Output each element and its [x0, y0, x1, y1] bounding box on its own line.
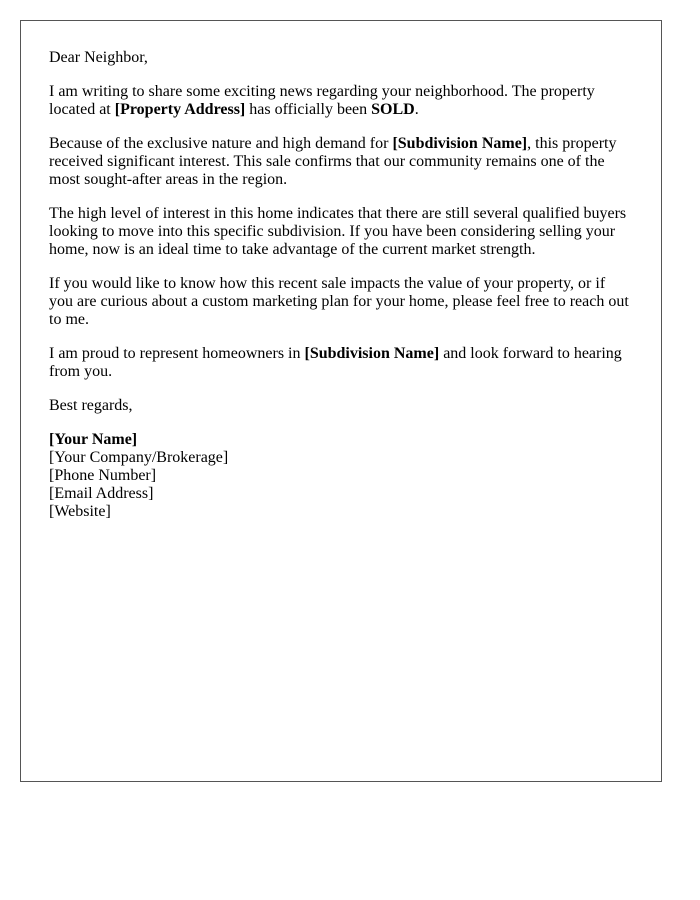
letter	[20, 20, 662, 782]
paragraph-buyers: The high level of interest in this home indicates that there are still several qualified buyers looking to move into this specific subdivision. If you have been considering selling your home, now is an ideal time to take advantage of the current market strength.	[49, 205, 627, 258]
signature-block	[49, 431, 633, 521]
subdivision-name-placeholder: [Subdivision Name]	[304, 345, 440, 362]
signature-email: [Email Address]	[49, 485, 154, 502]
text: has officially been	[245, 101, 372, 118]
paragraph-demand	[49, 135, 633, 189]
signature-company: [Your Company/Brokerage]	[49, 449, 229, 466]
text: , this property received significant interest. This sale confirms that our community remains one of the most sought-after areas in the region.	[49, 135, 617, 188]
greeting: Dear Neighbor,	[49, 49, 148, 66]
subdivision-name-placeholder: [Subdivision Name]	[392, 135, 528, 152]
text: I am proud to represent homeowners in	[49, 345, 305, 362]
sold-emphasis: SOLD	[371, 101, 415, 118]
text: Because of the exclusive nature and high demand for	[49, 135, 393, 152]
signature-name: [Your Name]	[49, 431, 138, 448]
paragraph-sale-announcement	[49, 83, 633, 119]
text: .	[414, 101, 419, 118]
signature-phone: [Phone Number]	[49, 467, 157, 484]
closing: Best regards,	[49, 397, 133, 414]
text: I am writing to share some exciting news regarding your neighborhood. The property located at	[49, 83, 595, 118]
paragraph-closing-remark	[49, 345, 633, 381]
property-address-placeholder: [Property Address]	[114, 101, 246, 118]
signature-website: [Website]	[49, 503, 111, 520]
text: and look forward to hearing from you.	[49, 345, 622, 380]
paragraph-contact: If you would like to know how this recent sale impacts the value of your property, or if you are curious about a custom marketing plan for your home, please feel free to reach out to me.	[49, 275, 629, 328]
